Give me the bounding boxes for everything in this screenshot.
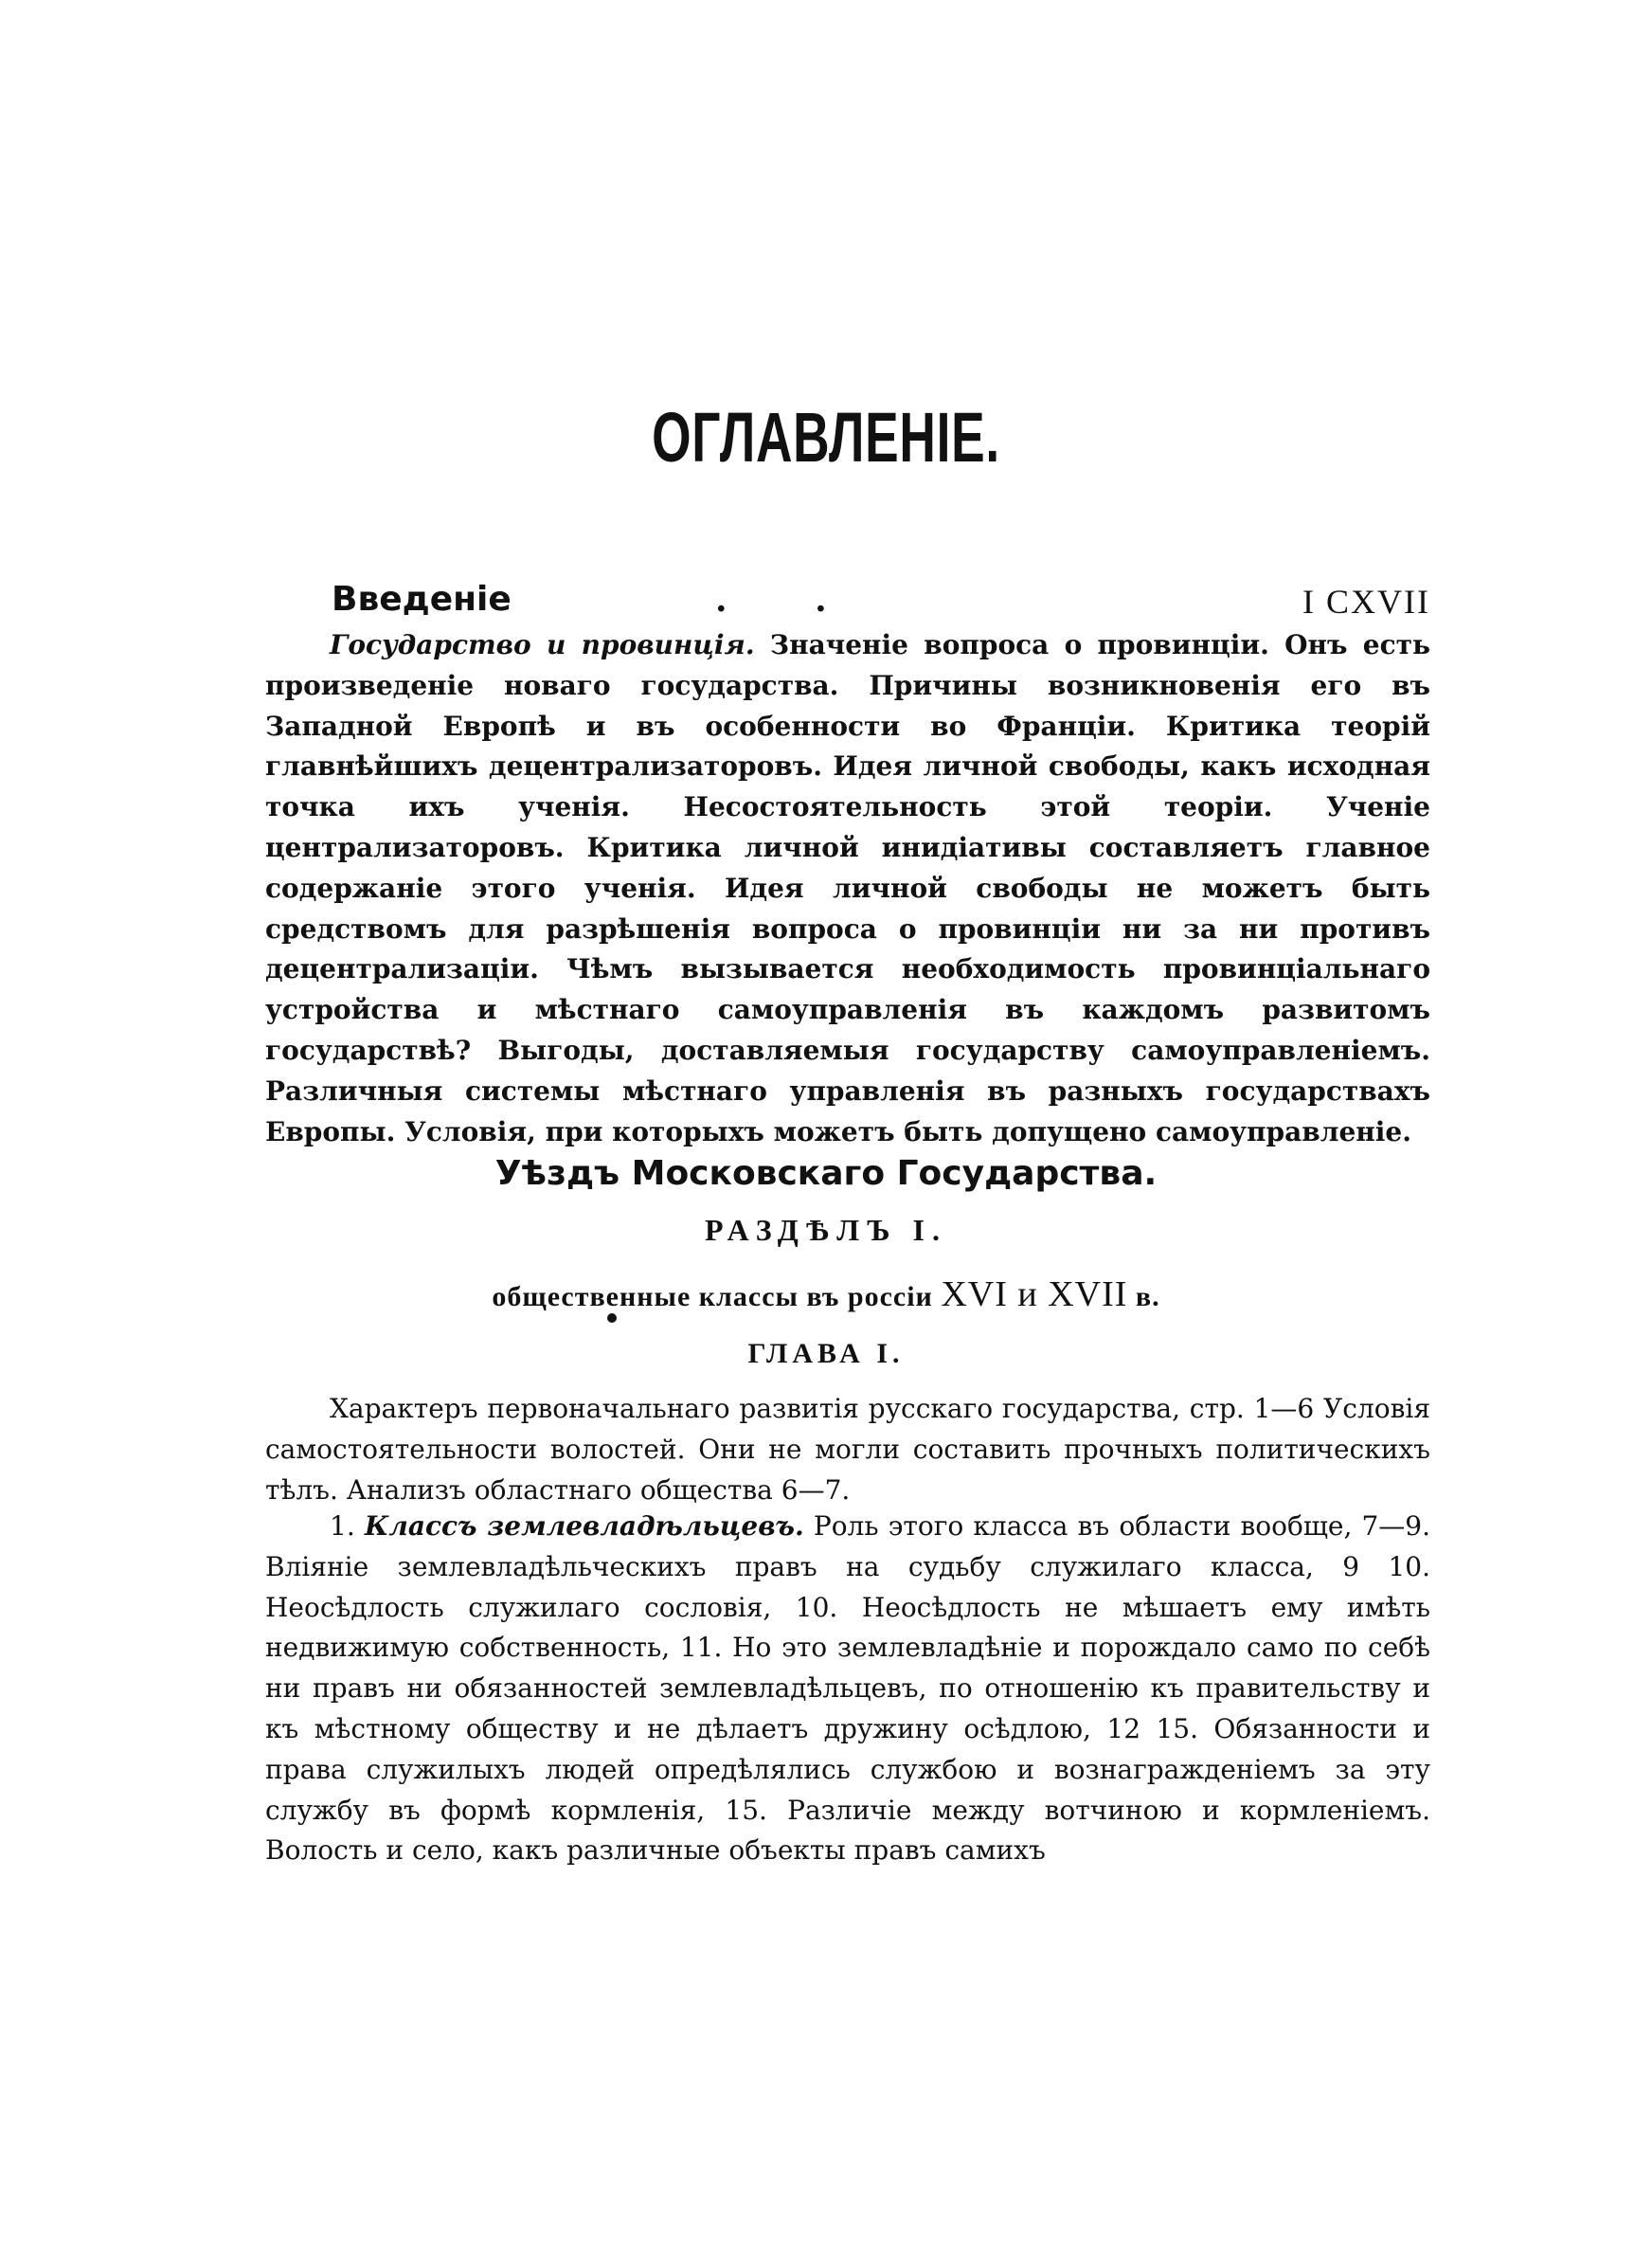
- intro-heading: Введеніе: [332, 580, 512, 619]
- classes-heading: [0, 1273, 1652, 1315]
- stray-dot-mark: [607, 1313, 617, 1323]
- classes-prefix: общественные классы въ россіи: [492, 1281, 933, 1312]
- intro-lead: Государство и провинція.: [330, 629, 755, 660]
- razdel-heading: РАЗДѢЛЪ I.: [705, 1213, 947, 1247]
- intro-text: Значеніе вопроса о провинціи. Онъ есть произведеніе новаго государства. Причины возникновенія его въ Западной Европѣ и въ особенности во Франціи. Критика теорій главнѣйшихъ децентрализаторовъ. Идея личной свободы, какъ исходная точка ихъ ученія. Несостоятельность этой теоріи. Ученіе централизаторовъ. Критика личной инидіативы составляетъ главное содержаніе этого ученія. Идея личной свободы не можетъ быть средствомъ для разрѣшенія вопроса о провинціи ни за ни противъ децентрализаціи. Чѣмъ вызывается необходимость провинціальнаго устройства и мѣстнаго самоуправленія въ каждомъ развитомъ государствѣ? Выгоды, доставляемыя государству самоуправленіемъ. Различныя системы мѣстнаго управленія въ разныхъ государствахъ Европы. Условія, при которыхъ можетъ быть допущено самоуправленіе.: [265, 629, 1430, 1147]
- intro-heading-row: [332, 580, 1430, 627]
- chapter-heading: ГЛАВА I.: [747, 1338, 905, 1369]
- chapter-paragraph-2-lead: Классъ землевладѣльцевъ.: [364, 1510, 804, 1542]
- leader-dots: . .: [715, 580, 865, 620]
- classes-suffix: в.: [1135, 1281, 1160, 1312]
- classes-centuries: XVI и XVII: [941, 1274, 1128, 1314]
- chapter-paragraph-1: [265, 1389, 1430, 1510]
- chapter-paragraph-1-text: Характеръ первоначальнаго развитія русскаго государства, стр. 1—6 Условія самостоятельности волостей. Они не могли составить прочныхъ политическихъ тѣлъ. Анализъ областнаго общества 6—7.: [265, 1393, 1430, 1506]
- chapter-paragraph-2-number: 1.: [330, 1510, 355, 1542]
- chapter-paragraph-2-text: Роль этого класса въ области вообще, 7—9. Вліяніе землевладѣльческихъ правъ на судьбу служилаго класса, 9 10. Неосѣдлость служилаго сословія, 10. Неосѣдлость не мѣшаетъ ему имѣть недвижимую собственность, 11. Но это землевладѣніе и порождало само по себѣ ни правъ ни обязанностей землевладѣльцевъ, по отношенію къ правительству и къ мѣстному обществу и не дѣлаетъ дружину осѣдлою, 12 15. Обязанности и права служилыхъ людей опредѣлялись службою и вознагражденіемъ за эту службу въ формѣ кормленія, 15. Различіе между вотчиною и кормленіемъ. Волость и село, какъ различные объекты правъ самихъ: [265, 1510, 1431, 1867]
- intro-paragraph: [265, 625, 1430, 1152]
- intro-page-range: I CXVII: [1302, 583, 1430, 621]
- chapter-paragraph-2: [265, 1507, 1430, 1871]
- section-title: Уѣздъ Московскаго Государства.: [494, 1154, 1158, 1193]
- page-title: ОГЛАВЛЕНІЕ.: [652, 398, 1000, 477]
